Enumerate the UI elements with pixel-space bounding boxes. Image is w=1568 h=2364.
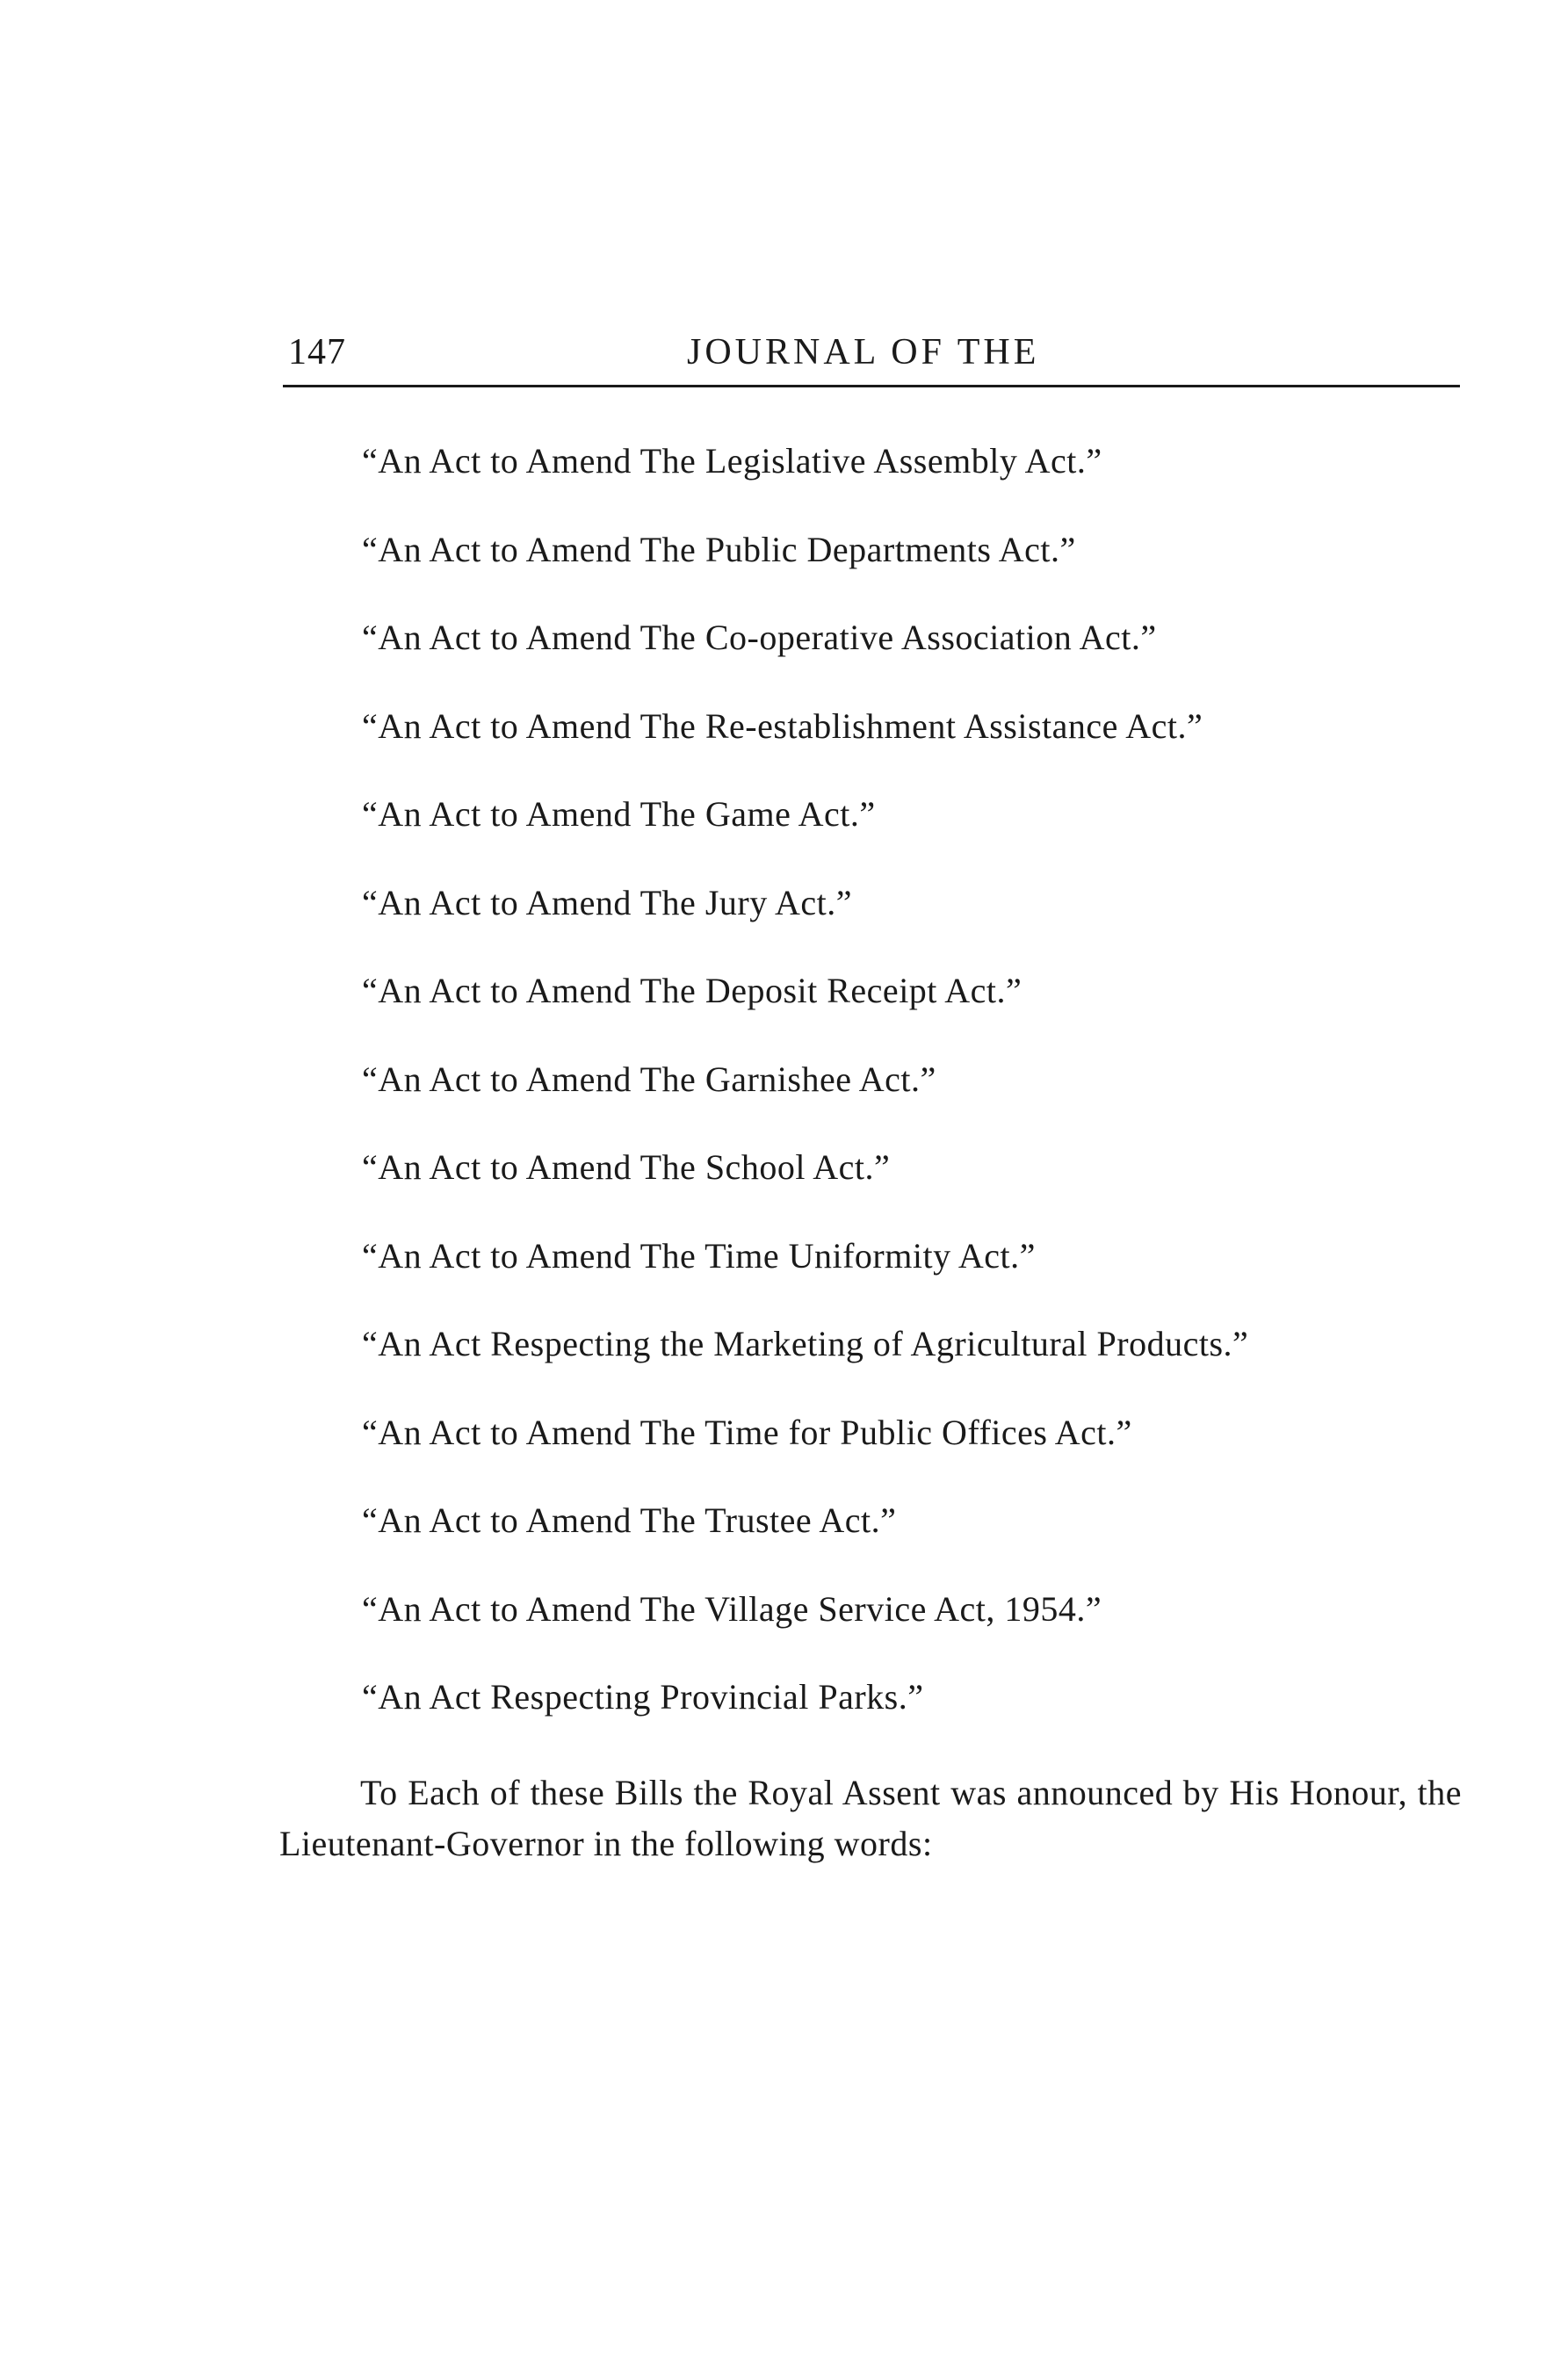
act-title: “An Act to Amend The Co-operative Association Act.” bbox=[362, 618, 1157, 657]
act-title: “An Act to Amend The Deposit Receipt Act.” bbox=[362, 971, 1022, 1010]
act-title: “An Act to Amend The Re-establishment Assistance Act.” bbox=[362, 705, 1203, 746]
act-title: “An Act to Amend The Public Departments Act.” bbox=[362, 529, 1076, 569]
royal-assent-paragraph: To Each of these Bills the Royal Assent was announced by His Honour, the Lieutenant-Governor in the following words: bbox=[279, 1773, 1462, 1863]
page-number: 147 bbox=[288, 332, 346, 372]
header-rule bbox=[283, 385, 1460, 387]
act-title: “An Act Respecting Provincial Parks.” bbox=[362, 1677, 924, 1717]
act-title: “An Act Respecting the Marketing of Agricultural Products.” bbox=[362, 1324, 1249, 1363]
act-title: “An Act to Amend The Legislative Assembly Act.” bbox=[362, 441, 1102, 481]
act-title: “An Act to Amend The Game Act.” bbox=[362, 794, 876, 834]
act-title: “An Act to Amend The Village Service Act, 1954.” bbox=[362, 1588, 1102, 1629]
act-title: “An Act to Amend The Trustee Act.” bbox=[362, 1500, 897, 1540]
act-title: “An Act to Amend The Garnishee Act.” bbox=[362, 1059, 936, 1099]
page-header bbox=[283, 322, 1460, 383]
act-title: “An Act to Amend The Time Uniformity Act.” bbox=[362, 1235, 1036, 1276]
running-title: JOURNAL OF THE bbox=[687, 332, 1040, 372]
act-title: “An Act to Amend The School Act.” bbox=[362, 1147, 891, 1187]
act-title: “An Act to Amend The Time for Public Offices Act.” bbox=[362, 1412, 1132, 1452]
act-title: “An Act to Amend The Jury Act.” bbox=[362, 882, 852, 922]
acts-list bbox=[362, 417, 1248, 1742]
